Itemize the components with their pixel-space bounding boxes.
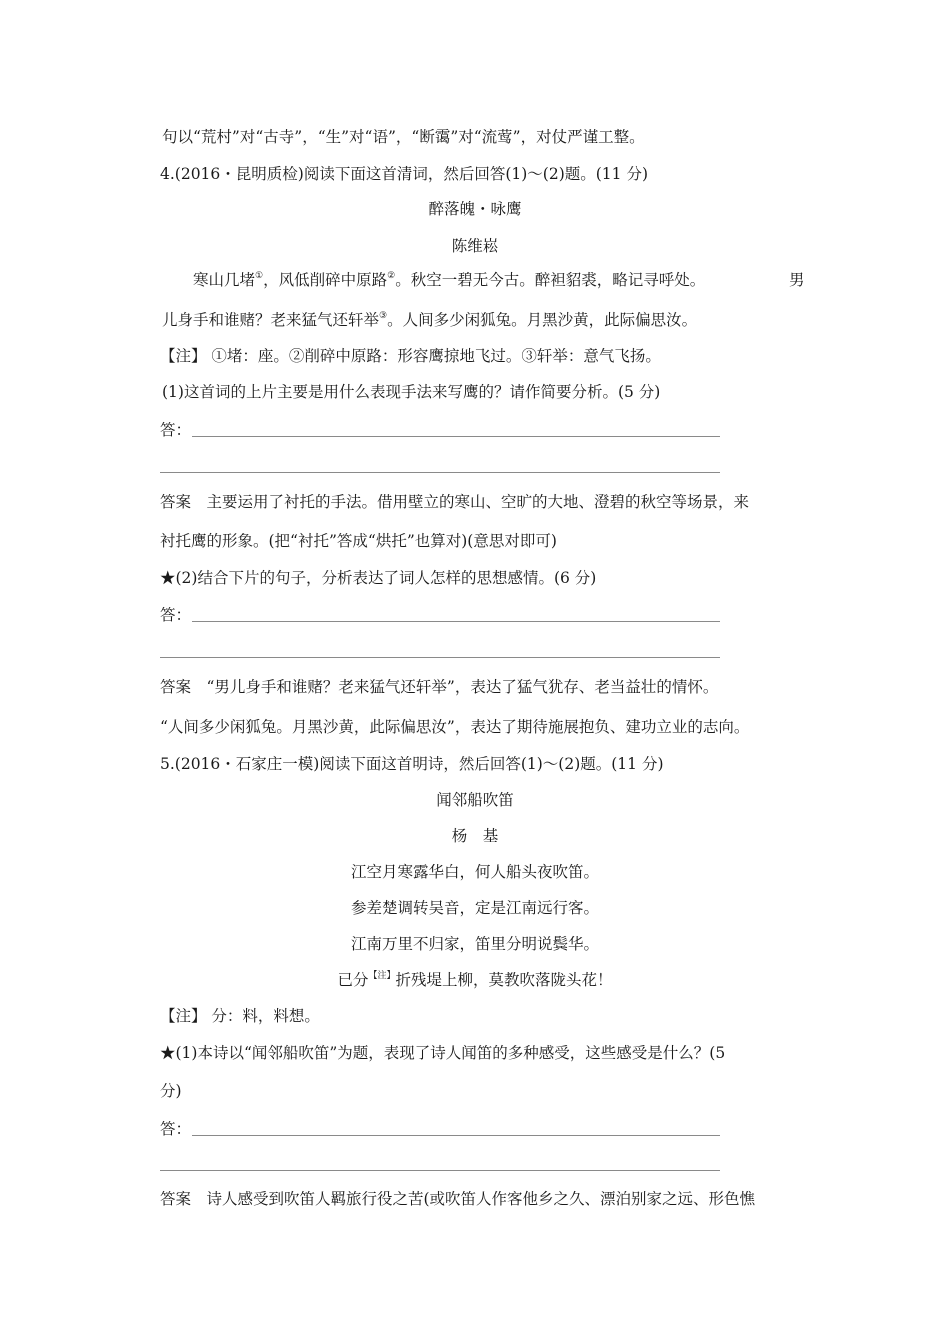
answer-text: 答案 主要运用了衬托的手法。借用壁立的寒山、空旷的大地、澄碧的秋空等场景，来	[160, 493, 750, 511]
poem-line: 参差楚调转吴音，定是江南远行客。	[350, 899, 599, 917]
answer-text: 答案 诗人感受到吹笛人羁旅行役之苦(或吹笛人作客他乡之久、漂泊别家之远、形色憔	[160, 1190, 756, 1208]
question-5-1: ★(1)本诗以“闻邻船吹笛”为题，表现了诗人闻笛的多种感受，这些感受是什么？(5	[160, 1044, 726, 1062]
answer-line[interactable]	[160, 1170, 720, 1171]
poem-author: 杨 基	[451, 827, 499, 845]
question-5-heading: 5.(2016・石家庄一模)阅读下面这首明诗，然后回答(1)～(2)题。(11 分)	[160, 755, 664, 773]
poem-title: 闻邻船吹笛	[436, 791, 514, 809]
answer-line[interactable]	[192, 436, 720, 437]
poem-text: 已分	[337, 971, 369, 989]
answer-label: 答：	[160, 421, 192, 439]
poem-title: 醉落魄・咏鹰	[428, 200, 522, 218]
answer-line[interactable]	[192, 1135, 720, 1136]
footnote-marker: ③	[379, 310, 388, 321]
footnote-marker: ①	[255, 270, 264, 281]
question-5-1-continued: 分)	[160, 1082, 182, 1100]
poem-text: 折残堤上柳，莫教吹落陇头花！	[395, 971, 613, 989]
question-4-heading: 4.(2016・昆明质检)阅读下面这首清词，然后回答(1)～(2)题。(11 分)	[160, 165, 648, 183]
poem-text: 男	[789, 271, 805, 289]
answer-label: 答：	[160, 1120, 192, 1138]
answer-text: 答案 “男儿身手和谁赌？老来猛气还轩举”，表达了猛气犹存、老当益壮的情怀。	[160, 678, 719, 696]
poem-author: 陈维崧	[451, 237, 499, 255]
answer-text: 衬托鹰的形象。(把“衬托”答成“烘托”也算对)(意思对即可)	[160, 532, 557, 550]
poem-line	[162, 310, 697, 330]
answer-text: “人间多少闲狐兔。月黑沙黄，此际偏思汝”，表达了期待施展抱负、建功立业的志向。	[160, 718, 750, 736]
previous-answer-tail: 句以“荒村”对“古寺”，“生”对“语”，“断霭”对“流莺”，对仗严谨工整。	[162, 128, 645, 146]
answer-label: 答：	[160, 606, 192, 624]
poem-notes: 【注】 分：料，料想。	[160, 1007, 320, 1025]
poem-text: 寒山几堵	[193, 271, 256, 289]
poem-text: 。人间多少闲狐兔。月黑沙黄，此际偏思汝。	[387, 311, 698, 329]
answer-line[interactable]	[192, 621, 720, 622]
answer-line[interactable]	[160, 657, 720, 658]
question-4-1: (1)这首词的上片主要是用什么表现手法来写鹰的？请作简要分析。(5 分)	[162, 383, 661, 401]
poem-line	[193, 270, 705, 290]
footnote-marker: 【注】	[368, 970, 396, 981]
poem-text: 儿身手和谁赌？老来猛气还轩举	[162, 311, 380, 329]
poem-line: 江南万里不归家，笛里分明说鬓华。	[350, 935, 599, 953]
poem-line	[0, 970, 950, 990]
poem-line: 江空月寒露华白，何人船头夜吹笛。	[350, 863, 599, 881]
footnote-marker: ②	[387, 270, 396, 281]
answer-line[interactable]	[160, 472, 720, 473]
poem-text: 。秋空一碧无今古。醉袒貂裘，略记寻呼处。	[395, 271, 706, 289]
question-4-2: ★(2)结合下片的句子，分析表达了词人怎样的思想感情。(6 分)	[160, 569, 597, 587]
poem-notes: 【注】 ①堵：座。②削碎中原路：形容鹰掠地飞过。③轩举：意气飞扬。	[160, 347, 661, 365]
poem-text: ，风低削碎中原路	[263, 271, 388, 289]
